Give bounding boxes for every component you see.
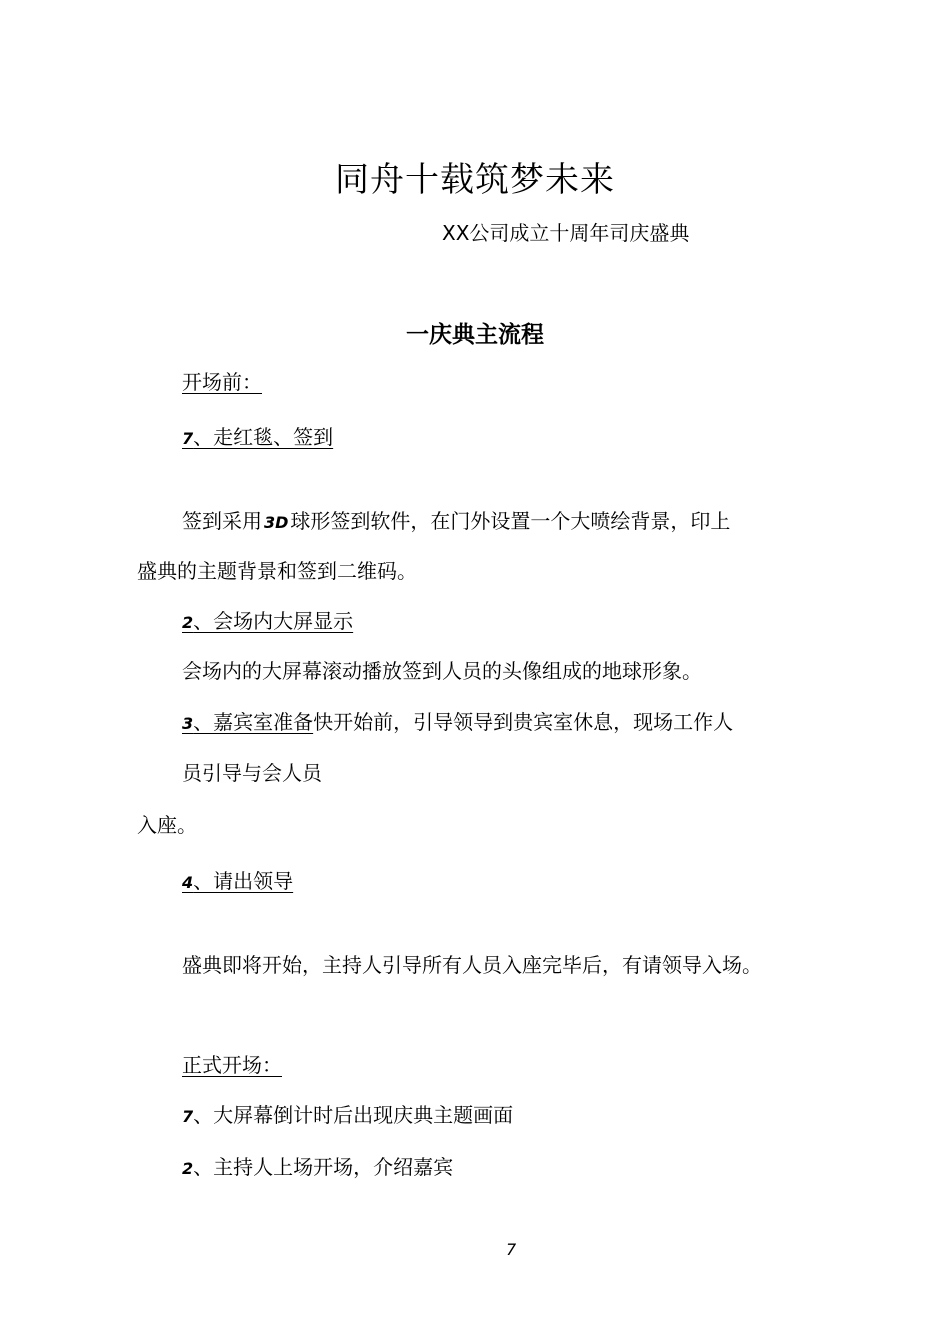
- formal-item-countdown: [182, 1099, 513, 1128]
- guest-room-inline-text: 快开始前，引导领导到贵宾室休息，现场工作人: [313, 710, 734, 734]
- signin-paragraph-line-1: [182, 505, 730, 534]
- pre-opening-heading: 开场前：: [182, 370, 262, 394]
- item-number: 7: [182, 429, 194, 448]
- item-heading-guest-room: [182, 706, 733, 735]
- text-fragment: 签到采用: [182, 509, 262, 533]
- item-title: 、走红毯、签到: [193, 425, 334, 449]
- guest-room-title: [182, 710, 313, 734]
- item-text: 、大屏幕倒计时后出现庆典主题画面: [193, 1103, 514, 1127]
- item-title: 、请出领导: [193, 869, 294, 893]
- guest-room-line-2: 员引导与会人员: [182, 761, 322, 785]
- item-number: 2: [182, 1159, 194, 1178]
- screen-paragraph: 会场内的大屏幕滚动播放签到人员的头像组成的地球形象。: [182, 659, 702, 683]
- text-fragment: 球形签到软件，在门外设置一个大喷绘背景，印上: [290, 509, 731, 533]
- guest-room-line-3: 入座。: [137, 813, 197, 837]
- document-title: 同舟十载筑梦未来: [335, 160, 615, 200]
- item-number: 3: [182, 714, 194, 733]
- item-number: 2: [182, 613, 194, 632]
- leaders-paragraph: 盛典即将开始，主持人引导所有人员入座完毕后，有请领导入场。: [182, 953, 762, 977]
- item-heading-red-carpet: [182, 421, 333, 450]
- formal-opening-heading: 正式开场：: [182, 1053, 282, 1077]
- item-text: 、主持人上场开场，介绍嘉宾: [193, 1155, 454, 1179]
- item-title: 、会场内大屏显示: [193, 609, 354, 633]
- item-number: 7: [182, 1107, 194, 1126]
- item-number: 4: [182, 873, 194, 892]
- 3d-label: 3D: [264, 513, 289, 532]
- document-subtitle: XX公司成立十周年司庆盛典: [442, 221, 690, 245]
- page-number: 7: [506, 1240, 517, 1259]
- formal-item-host: [182, 1151, 453, 1180]
- item-title: 、嘉宾室准备: [193, 710, 314, 734]
- signin-paragraph-line-2: 盛典的主题背景和签到二维码。: [137, 559, 417, 583]
- item-heading-big-screen: [182, 605, 353, 634]
- item-heading-leaders: [182, 865, 293, 894]
- section-title: 一庆典主流程: [406, 322, 544, 348]
